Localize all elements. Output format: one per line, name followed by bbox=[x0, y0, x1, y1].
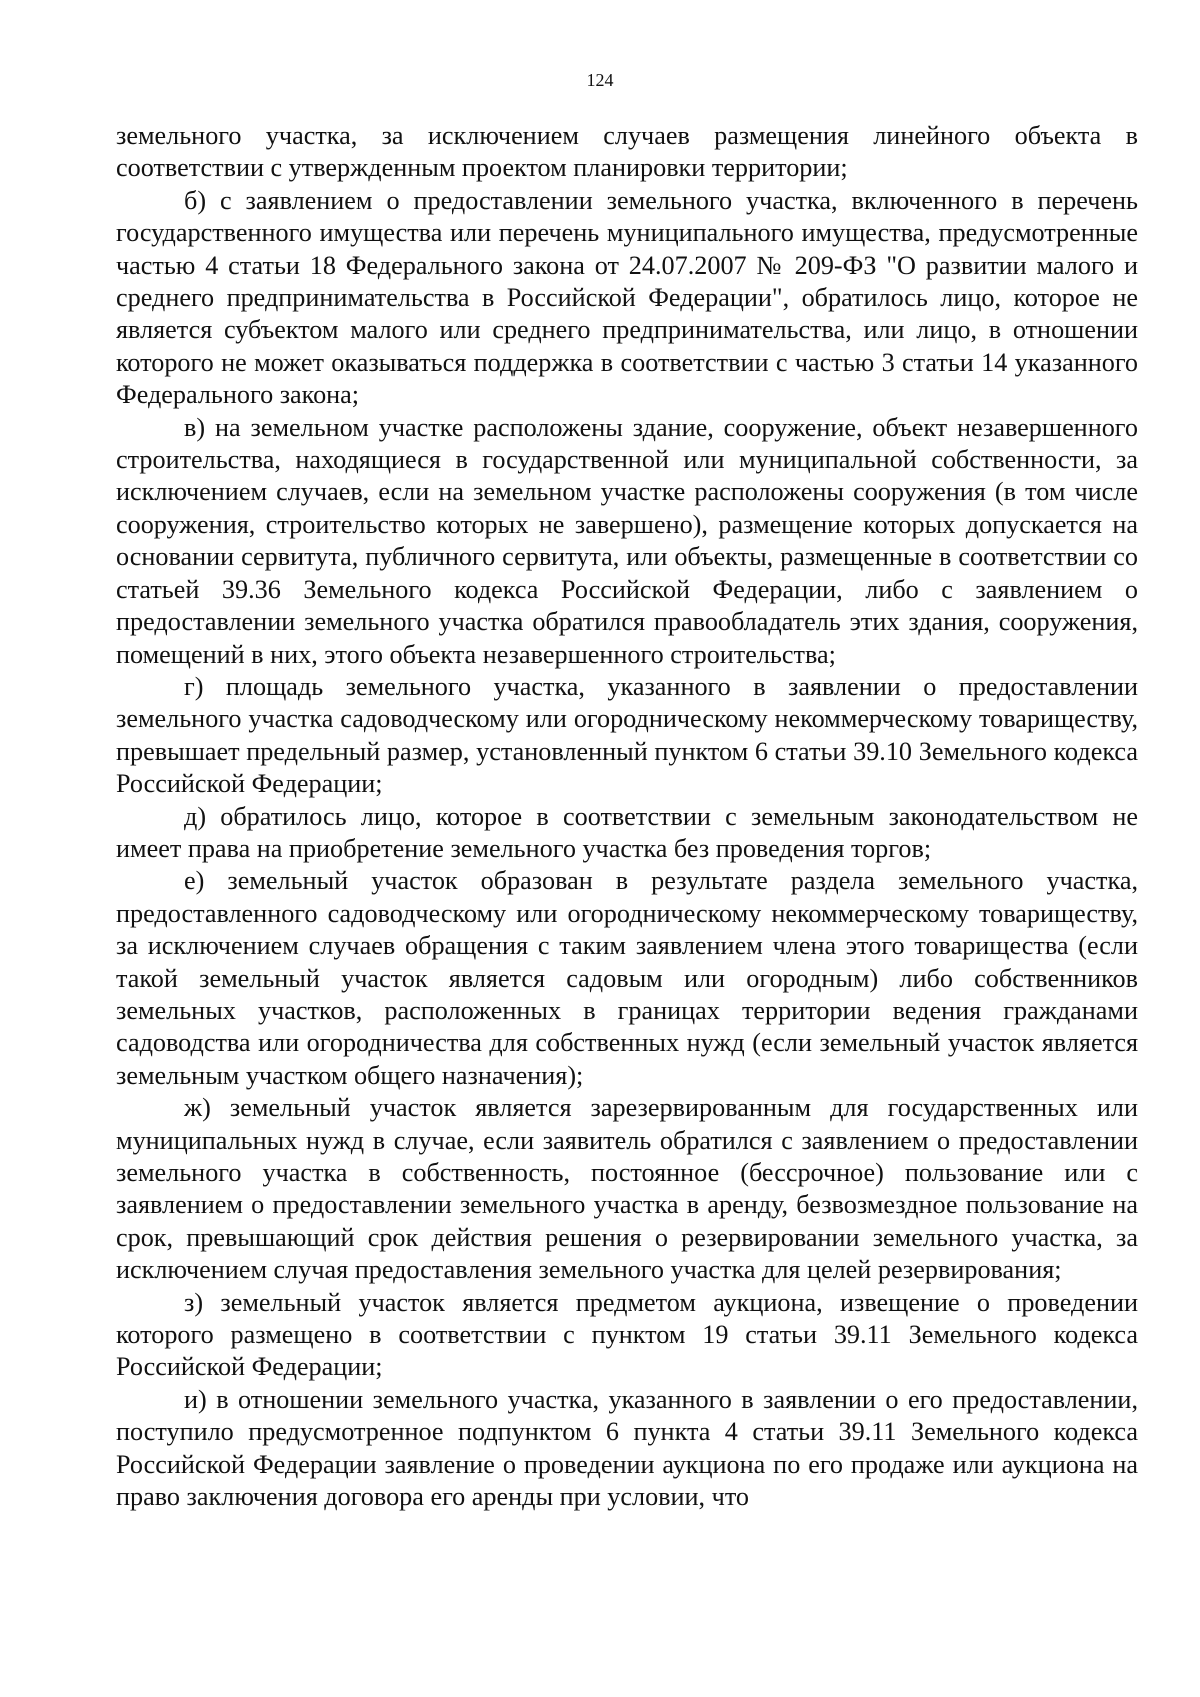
paragraph-item-zh: ж) земельный участок является зарезервированным для государственных или муниципальных нужд в случае, если заявитель обратился с заявлением о предоставлении земельного участка в собственность, постоянное (бессрочное) пользование или с заявлением о предоставлении земельного участка в аренду, безвозмездное пользование на срок, превышающий срок действия решения о резервировании земельного участка, за исключением случая предоставления земельного участка для целей резервирования; bbox=[116, 1093, 1138, 1285]
paragraph-item-z: з) земельный участок является предметом аукциона, извещение о проведении которого размещено в соответствии с пунктом 19 статьи 39.11 Земельного кодекса Российской Федерации; bbox=[116, 1287, 1138, 1382]
page-number: 124 bbox=[586, 70, 614, 90]
document-body bbox=[116, 120, 1138, 1513]
paragraph-item-i: и) в отношении земельного участка, указанного в заявлении о его предоставлении, поступило предусмотренное подпунктом 6 пункта 4 статьи 39.11 Земельного кодекса Российской Федерации заявление о проведении аукциона по его продаже или аукциона на право заключения договора его аренды при условии, что bbox=[116, 1384, 1138, 1512]
paragraph-continuation: земельного участка, за исключением случаев размещения линейного объекта в соответствии с утвержденным проектом планировки территории; bbox=[116, 121, 1138, 183]
paragraph-item-v: в) на земельном участке расположены здание, сооружение, объект незавершенного строительства, находящиеся в государственной или муниципальной собственности, за исключением случаев, если на земельном участке расположены сооружения (в том числе сооружения, строительство которых не завершено), размещение которых допускается на основании сервитута, публичного сервитута, или объекты, размещенные в соответствии со статьей 39.36 Земельного кодекса Российской Федерации, либо с заявлением о предоставлении земельного участка обратился правообладатель этих здания, сооружения, помещений в них, этого объекта незавершенного строительства; bbox=[116, 412, 1138, 669]
paragraph-item-b: б) с заявлением о предоставлении земельного участка, включенного в перечень государственного имущества или перечень муниципального имущества, предусмотренные частью 4 статьи 18 Федерального закона от 24.07.2007 № 209-ФЗ "О развитии малого и среднего предпринимательства в Российской Федерации", обратилось лицо, которое не является субъектом малого или среднего предпринимательства, или лицо, в отношении которого не может оказываться поддержка в соответствии с частью 3 статьи 14 указанного Федерального закона; bbox=[116, 185, 1138, 410]
paragraph-item-g: г) площадь земельного участка, указанного в заявлении о предоставлении земельного участка садоводческому или огородническому некоммерческому товариществу, превышает предельный размер, установленный пунктом 6 статьи 39.10 Земельного кодекса Российской Федерации; bbox=[116, 671, 1138, 799]
paragraph-item-d: д) обратилось лицо, которое в соответствии с земельным законодательством не имеет права на приобретение земельного участка без проведения торгов; bbox=[116, 801, 1138, 863]
paragraph-item-e: е) земельный участок образован в результате раздела земельного участка, предоставленного садоводческому или огородническому некоммерческому товариществу, за исключением случаев обращения с таким заявлением члена этого товарищества (если такой земельный участок является садовым или огородным) либо собственников земельных участков, расположенных в границах территории ведения гражданами садоводства или огородничества для собственных нужд (если земельный участок является земельным участком общего назначения); bbox=[116, 866, 1138, 1090]
